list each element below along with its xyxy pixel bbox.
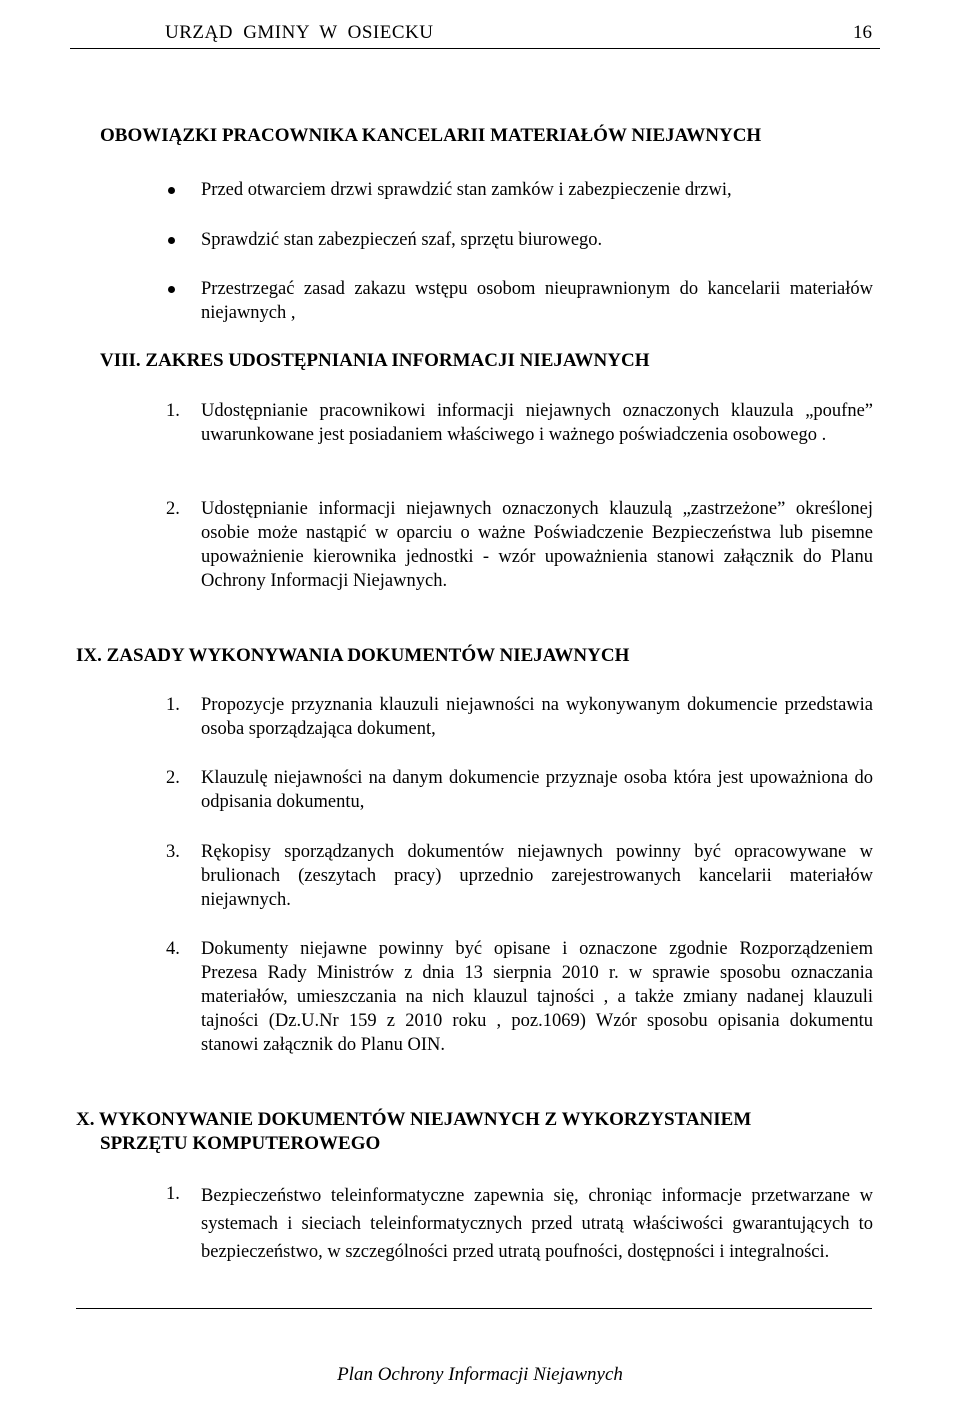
footer-rule [76, 1308, 872, 1309]
item-number: 2. [166, 768, 180, 788]
section-viii-heading: VIII. ZAKRES UDOSTĘPNIANIA INFORMACJI NIEJAWNYCH [100, 350, 650, 371]
item-number: 1. [166, 695, 180, 715]
duties-item-2: Sprawdzić stan zabezpieczeń szaf, sprzętu biurowego. [201, 230, 603, 250]
ix-item-3-text: Rękopisy sporządzanych dokumentów niejawnych powinny być opracowywane w brulionach (zeszytach pracy) uprzednio zarejestrowanych kancelarii materiałów niejawnych. [201, 842, 873, 910]
section-x-heading-line2: SPRZĘTU KOMPUTEROWEGO [100, 1133, 381, 1154]
item-number: 1. [166, 401, 180, 421]
page-header [70, 18, 880, 49]
bullet-icon [168, 286, 175, 293]
ix-item-2-text: Klauzulę niejawności na danym dokumencie przyznaje osoba która jest upoważniona do odpisania dokumentu, [201, 768, 873, 812]
duties-item-1: Przed otwarciem drzwi sprawdzić stan zamków i zabezpieczenie drzwi, [201, 180, 732, 200]
item-number: 2. [166, 499, 180, 519]
header-organization: URZĄD GMINY W OSIECKU [165, 22, 434, 43]
page-number: 16 [853, 22, 872, 43]
ix-item-1-text: Propozycje przyznania klauzuli niejawności na wykonywanym dokumencie przedstawia osoba sporządzająca dokument, [201, 695, 873, 739]
item-number: 1. [166, 1184, 180, 1204]
ix-item-4-text: Dokumenty niejawne powinny być opisane i oznaczone zgodnie Rozporządzeniem Prezesa Rady Ministrów z dnia 13 sierpnia 2010 r. w sprawie sposobu oznaczania materiałów, umieszczania na nich klauzul tajności , a także zmiany nadanej klauzuli tajności (Dz.U.Nr 159 z 2010 roku , poz.1069) Wzór sposobu opisania dokumentu stanowi załącznik do Planu OIN. [201, 939, 873, 1055]
duties-heading: OBOWIĄZKI PRACOWNIKA KANCELARII MATERIAŁÓW NIEJAWNYCH [100, 125, 762, 146]
x-item-1-text: Bezpieczeństwo teleinformatyczne zapewnia się, chroniąc informacje przetwarzane w systemach i sieciach teleinformatycznych przed utratą właściwości gwarantujących to bezpieczeństwo, w szczególności przed utratą poufności, dostępności i integralności. [201, 1186, 873, 1262]
section-x-heading-line1: X. WYKONYWANIE DOKUMENTÓW NIEJAWNYCH Z WYKORZYSTANIEM [76, 1109, 752, 1130]
footer-title: Plan Ochrony Informacji Niejawnych [337, 1364, 623, 1385]
section-ix-heading: IX. ZASADY WYKONYWANIA DOKUMENTÓW NIEJAWNYCH [76, 645, 630, 666]
viii-item-1-text: Udostępnianie pracownikowi informacji niejawnych oznaczonych klauzula „poufne” uwarunkowane jest posiadaniem właściwego i ważnego poświadczenia osobowego . [201, 401, 873, 445]
viii-item-2-text: Udostępnianie informacji niejawnych oznaczonych klauzulą „zastrzeżone” określonej osobie może nastąpić w oparciu o ważne Poświadczenie Bezpieczeństwa lub pisemne upoważnienie kierownika jednostki - wzór upoważnienia stanowi załącznik do Planu Ochrony Informacji Niejawnych. [201, 499, 873, 591]
bullet-icon [168, 237, 175, 244]
duties-item-3: Przestrzegać zasad zakazu wstępu osobom nieuprawnionym do kancelarii materiałów niejawnych , [201, 279, 873, 323]
bullet-icon [168, 187, 175, 194]
item-number: 4. [166, 939, 180, 959]
item-number: 3. [166, 842, 180, 862]
